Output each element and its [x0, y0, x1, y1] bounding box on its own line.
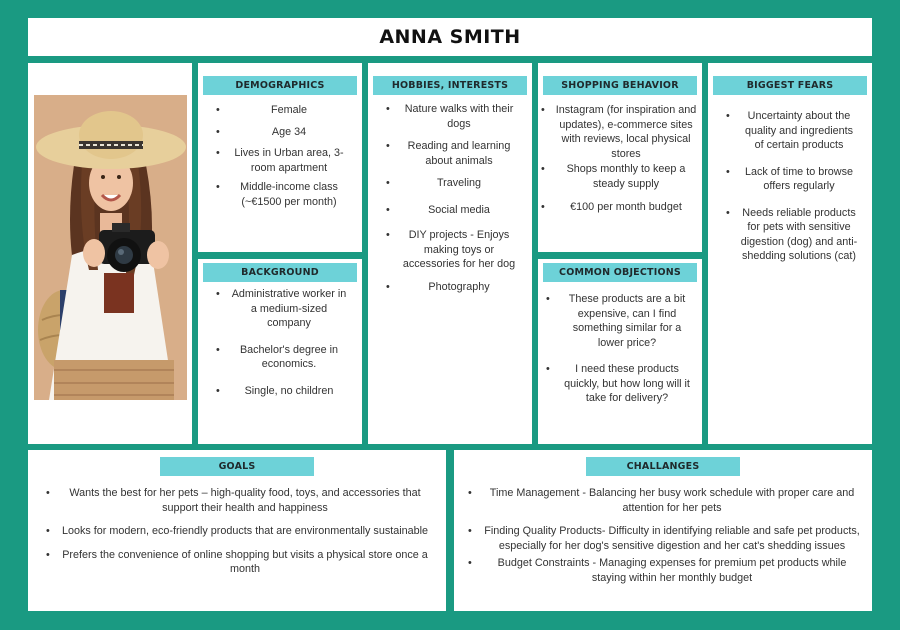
list-item: • Reading and learning about animals: [386, 139, 518, 168]
list-item: • Bachelor's degree in economics.: [216, 343, 348, 372]
list-item: • Needs reliable products for pets with sensitive digestion (dog) and anti-shedding solutions (cat): [726, 206, 858, 264]
list-item: • Finding Quality Products- Difficulty in identifying reliable and safe pet products, especially for her dog's sensitive digestion and her cat's shedding issues: [468, 524, 862, 553]
demographics-label: DEMOGRAPHICS: [203, 76, 357, 95]
challenges-card: [454, 450, 872, 611]
common-objections-list: [546, 292, 694, 406]
list-item: • Uncertainty about the quality and ingredients of certain products: [726, 109, 858, 153]
title-card: [28, 18, 872, 56]
list-item: • Middle-income class (~€1500 per month): [216, 180, 348, 209]
biggest-fears-card: [708, 63, 872, 444]
list-item: • Traveling: [386, 176, 518, 191]
list-item: • Social media: [386, 203, 518, 218]
list-item: • Photography: [386, 280, 518, 295]
list-item: • DIY projects - Enjoys making toys or accessories for her dog: [386, 228, 518, 272]
list-item: • These products are a bit expensive, can I find something similar for a lower price?: [546, 292, 694, 350]
list-item: • Wants the best for her pets – high-quality food, toys, and accessories that support their health and happiness: [46, 486, 430, 515]
biggest-fears-list: [726, 109, 858, 264]
common-objections-label: COMMON OBJECTIONS: [543, 263, 697, 282]
background-label: BACKGROUND: [203, 263, 357, 282]
persona-name: ANNA SMITH: [379, 26, 521, 48]
list-item: • Shops monthly to keep a steady supply: [541, 162, 697, 191]
list-item: • Age 34: [216, 125, 348, 140]
list-item: • Lives in Urban area, 3-room apartment: [216, 146, 348, 175]
list-item: • Instagram (for inspiration and updates), e-commerce sites with reviews, local physical stores: [541, 103, 697, 161]
hobbies-list: [386, 102, 518, 294]
list-item: • Time Management - Balancing her busy work schedule with proper care and attention for her pets: [468, 486, 862, 515]
list-item: • Administrative worker in a medium-sized company: [216, 287, 348, 331]
shopping-behavior-card: [538, 63, 702, 252]
list-item: • €100 per month budget: [541, 200, 697, 215]
list-item: • Single, no children: [216, 384, 348, 399]
demographics-card: [198, 63, 362, 252]
persona-photo: [34, 95, 187, 400]
background-list: [216, 287, 348, 398]
shopping-behavior-list: [541, 103, 697, 215]
list-item: • I need these products quickly, but how long will it take for delivery?: [546, 362, 694, 406]
challenges-label: CHALLANGES: [586, 457, 740, 476]
list-item: • Female: [216, 103, 348, 118]
background-card: [198, 259, 362, 444]
challenges-list: [468, 486, 862, 585]
demographics-list: [216, 103, 348, 209]
biggest-fears-label: BIGGEST FEARS: [713, 76, 867, 95]
list-item: • Budget Constraints - Managing expenses for premium pet products while staying within her monthly budget: [468, 556, 862, 585]
hobbies-label: HOBBIES, INTERESTS: [373, 76, 527, 95]
list-item: • Looks for modern, eco-friendly products that are environmentally sustainable: [46, 524, 430, 539]
photo-card: [28, 63, 192, 444]
common-objections-card: [538, 259, 702, 444]
goals-label: GOALS: [160, 457, 314, 476]
goals-card: [28, 450, 446, 611]
list-item: • Prefers the convenience of online shopping but visits a physical store once a month: [46, 548, 430, 577]
list-item: • Lack of time to browse offers regularly: [726, 165, 858, 194]
shopping-behavior-label: SHOPPING BEHAVIOR: [543, 76, 697, 95]
woman-with-camera-illustration: [34, 95, 187, 400]
list-item: • Nature walks with their dogs: [386, 102, 518, 131]
hobbies-card: [368, 63, 532, 444]
goals-list: [46, 486, 430, 577]
